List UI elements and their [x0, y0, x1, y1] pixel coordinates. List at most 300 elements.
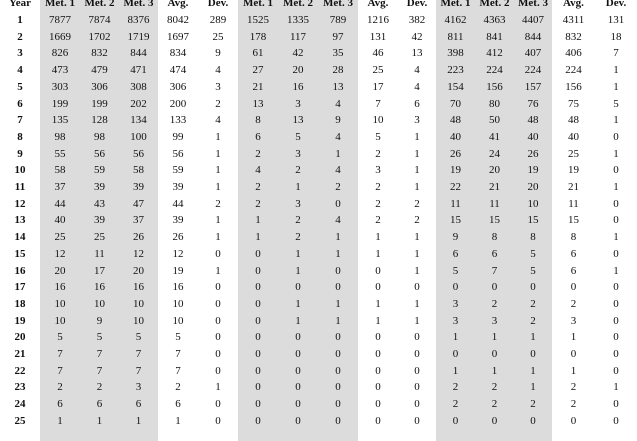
value-cell: 2	[530, 314, 536, 327]
value-cell: 5	[530, 247, 536, 260]
value-cell: 0	[613, 398, 619, 411]
value-cell: 131	[607, 14, 625, 26]
value-cell: 75	[568, 97, 579, 110]
value-cell: 0	[613, 348, 619, 361]
value-cell: 4	[255, 164, 261, 177]
value-cell: 5	[96, 331, 103, 344]
value-cell: 20	[527, 181, 539, 194]
value-cell: 3	[135, 381, 142, 394]
value-cell: 7	[135, 364, 142, 377]
value-cell: 0	[255, 348, 261, 361]
value-cell: 13	[292, 114, 304, 127]
value-cell: 25	[212, 30, 224, 43]
value-cell: 13	[411, 47, 423, 60]
value-cell: 70	[450, 97, 461, 110]
value-cell: 156	[565, 80, 582, 93]
value-cell: 0	[375, 364, 381, 377]
value-cell: 1719	[127, 30, 150, 43]
value-cell: 2	[375, 147, 381, 160]
value-cell: 59	[94, 164, 105, 177]
value-cell: 5	[375, 130, 381, 143]
value-cell: 0	[255, 414, 261, 427]
value-cell: 2	[255, 147, 261, 160]
value-cell: 3	[570, 314, 577, 327]
value-cell: 5	[57, 331, 63, 344]
year-cell: 4	[17, 64, 23, 77]
value-cell: 25	[568, 147, 579, 160]
table-row	[0, 379, 637, 396]
value-cell: 0	[255, 381, 261, 394]
value-cell: 11	[94, 247, 105, 260]
value-cell: 7	[96, 348, 103, 361]
value-cell: 2	[57, 381, 63, 394]
value-cell: 6	[135, 398, 142, 411]
value-cell: 844	[130, 47, 147, 60]
year-cell: 23	[14, 381, 26, 394]
value-cell: 43	[94, 197, 105, 210]
value-cell: 10	[54, 297, 66, 310]
value-cell: 4	[335, 130, 341, 143]
value-cell: 1	[375, 231, 381, 244]
value-cell: 0	[215, 414, 221, 427]
value-cell: 40	[568, 130, 579, 143]
year-cell: 8	[17, 130, 23, 143]
value-cell: 12	[54, 247, 66, 260]
value-cell: 2	[530, 297, 536, 310]
value-cell: 0	[255, 281, 261, 294]
value-cell: 2	[215, 197, 221, 210]
value-cell: 16	[292, 80, 304, 93]
value-cell: 0	[613, 281, 619, 294]
value-cell: 0	[491, 281, 498, 294]
value-cell: 789	[329, 14, 347, 26]
value-cell: 1	[335, 297, 341, 310]
value-cell: 2	[414, 197, 420, 210]
year-cell: 9	[17, 147, 23, 160]
value-cell: 0	[255, 297, 261, 310]
value-cell: 15	[568, 214, 579, 227]
value-cell: 39	[133, 181, 144, 194]
header-row	[0, 0, 637, 12]
value-cell: 11	[489, 197, 500, 210]
value-cell: 6	[414, 97, 420, 110]
value-cell: 8	[530, 231, 536, 244]
value-cell: 2	[414, 214, 420, 227]
year-cell: 15	[14, 247, 26, 260]
year-cell: 10	[14, 164, 26, 177]
value-cell: 0	[295, 414, 301, 427]
value-cell: 0	[295, 331, 301, 344]
value-cell: 3	[295, 197, 301, 210]
value-cell: 134	[130, 114, 147, 127]
value-cell: 6	[570, 247, 577, 260]
value-cell: 4	[335, 164, 341, 177]
value-cell: 7	[613, 47, 619, 60]
value-cell: 0	[613, 414, 619, 427]
value-cell: 0	[215, 348, 221, 361]
value-cell: 1	[57, 414, 63, 427]
value-cell: 135	[51, 114, 69, 127]
value-cell: 832	[565, 30, 582, 43]
value-cell: 8376	[127, 14, 150, 26]
value-cell: 39	[94, 214, 105, 227]
value-cell: 1	[215, 381, 221, 394]
value-cell: 131	[369, 30, 387, 43]
value-cell: 0	[613, 297, 619, 310]
value-cell: 56	[94, 147, 105, 160]
value-cell: 2	[255, 197, 261, 210]
value-cell: 1	[215, 147, 221, 160]
value-cell: 44	[172, 197, 184, 210]
value-cell: 7	[57, 364, 63, 377]
value-cell: 98	[54, 130, 66, 143]
value-cell: 4	[215, 64, 221, 77]
value-cell: 0	[335, 264, 341, 277]
value-cell: 19	[568, 164, 579, 177]
value-cell: 35	[332, 47, 344, 60]
year-cell: 22	[14, 364, 26, 377]
value-cell: 1	[613, 181, 619, 194]
value-cell: 0	[452, 281, 459, 294]
value-cell: 412	[486, 47, 503, 60]
value-cell: 9	[96, 314, 103, 327]
table-row	[0, 96, 637, 113]
value-cell: 4	[335, 97, 341, 110]
value-cell: 1	[414, 314, 420, 327]
value-cell: 0	[570, 281, 577, 294]
value-cell: 1216	[367, 14, 389, 26]
year-cell: 17	[14, 281, 26, 294]
value-cell: 2	[530, 398, 536, 411]
year-cell: 7	[17, 114, 23, 127]
value-cell: 2	[491, 381, 498, 394]
value-cell: 0	[335, 348, 341, 361]
value-cell: 42	[292, 47, 304, 60]
value-cell: 2	[295, 214, 301, 227]
value-cell: 0	[255, 247, 261, 260]
value-cell: 0	[215, 331, 221, 344]
value-cell: 55	[54, 147, 66, 160]
value-cell: 844	[524, 30, 542, 43]
value-cell: 1	[215, 181, 221, 194]
value-cell: 0	[335, 281, 341, 294]
year-cell: 2	[17, 30, 23, 43]
value-cell: 3	[414, 114, 420, 127]
column-header: Dev.	[207, 0, 229, 9]
value-cell: 0	[215, 314, 221, 327]
value-cell: 10	[94, 297, 105, 310]
value-cell: 48	[568, 114, 579, 127]
value-cell: 21	[252, 80, 264, 93]
value-cell: 1	[215, 264, 221, 277]
value-cell: 13	[252, 97, 264, 110]
value-cell: 1	[414, 297, 420, 310]
value-cell: 3	[215, 80, 221, 93]
table-row	[0, 229, 637, 246]
value-cell: 202	[130, 97, 147, 110]
value-cell: 22	[450, 181, 461, 194]
value-cell: 37	[133, 214, 144, 227]
value-cell: 0	[452, 414, 459, 427]
value-cell: 832	[91, 47, 108, 60]
value-cell: 12	[172, 247, 184, 260]
value-cell: 1	[335, 147, 341, 160]
table-row	[0, 146, 637, 163]
value-cell: 1	[335, 314, 341, 327]
table-row	[0, 313, 637, 330]
value-cell: 382	[408, 14, 426, 26]
year-cell: 12	[14, 197, 26, 210]
value-cell: 48	[527, 114, 539, 127]
value-cell: 224	[486, 64, 503, 77]
value-cell: 5	[452, 264, 459, 277]
value-cell: 0	[295, 281, 301, 294]
value-cell: 0	[613, 314, 619, 327]
value-cell: 3	[375, 164, 381, 177]
year-cell: 20	[14, 331, 26, 344]
value-cell: 3	[295, 147, 301, 160]
year-cell: 25	[14, 414, 26, 427]
value-cell: 2	[570, 398, 577, 411]
value-cell: 1	[613, 80, 619, 93]
value-cell: 2	[335, 181, 341, 194]
value-cell: 1	[613, 114, 619, 127]
value-cell: 479	[91, 64, 108, 77]
value-cell: 16	[133, 281, 144, 294]
value-cell: 6	[491, 247, 498, 260]
year-cell: 13	[14, 214, 26, 227]
column-header: Avg.	[367, 0, 389, 9]
value-cell: 0	[613, 331, 619, 344]
value-cell: 199	[51, 97, 69, 110]
value-cell: 0	[255, 331, 261, 344]
value-cell: 7874	[88, 14, 111, 26]
value-cell: 12	[133, 247, 144, 260]
value-cell: 59	[172, 164, 184, 177]
value-cell: 0	[255, 264, 261, 277]
value-cell: 1	[414, 147, 420, 160]
value-cell: 6	[96, 398, 103, 411]
value-cell: 10	[133, 297, 144, 310]
table-row	[0, 246, 637, 263]
value-cell: 1	[452, 331, 459, 344]
value-cell: 48	[450, 114, 461, 127]
value-cell: 0	[414, 331, 420, 344]
value-cell: 1	[215, 214, 221, 227]
value-cell: 1	[414, 164, 420, 177]
value-cell: 200	[169, 97, 187, 110]
value-cell: 97	[332, 30, 344, 43]
value-cell: 1	[335, 247, 341, 260]
value-cell: 841	[486, 30, 503, 43]
value-cell: 289	[209, 14, 227, 26]
value-cell: 8	[570, 231, 577, 244]
value-cell: 7	[175, 364, 181, 377]
value-cell: 471	[130, 64, 147, 77]
table-row	[0, 346, 637, 363]
value-cell: 2	[175, 381, 181, 394]
value-cell: 0	[375, 264, 381, 277]
value-cell: 1	[215, 164, 221, 177]
value-cell: 6	[570, 264, 577, 277]
value-cell: 474	[169, 64, 187, 77]
value-cell: 1	[375, 297, 381, 310]
value-cell: 0	[414, 398, 420, 411]
value-cell: 56	[133, 147, 144, 160]
value-cell: 0	[375, 331, 381, 344]
value-cell: 1	[215, 130, 221, 143]
value-cell: 2	[295, 231, 301, 244]
value-cell: 20	[489, 164, 500, 177]
value-cell: 10	[372, 114, 384, 127]
value-cell: 20	[292, 64, 304, 77]
value-cell: 0	[295, 398, 301, 411]
value-cell: 3	[452, 314, 459, 327]
value-cell: 178	[249, 30, 267, 43]
value-cell: 1525	[247, 14, 269, 26]
value-cell: 17	[372, 80, 384, 93]
value-cell: 1	[375, 247, 381, 260]
column-header: Met. 1	[440, 0, 471, 9]
value-cell: 19	[450, 164, 461, 177]
table-row	[0, 363, 637, 380]
value-cell: 2	[570, 381, 577, 394]
value-cell: 1	[530, 331, 536, 344]
value-cell: 1	[613, 264, 619, 277]
value-cell: 4	[414, 64, 420, 77]
value-cell: 15	[450, 214, 461, 227]
table-row	[0, 12, 637, 29]
year-cell: 6	[17, 97, 23, 110]
value-cell: 0	[613, 364, 619, 377]
column-header: Avg.	[563, 0, 584, 9]
value-cell: 25	[54, 231, 66, 244]
value-cell: 21	[568, 181, 579, 194]
value-cell: 0	[613, 197, 619, 210]
value-cell: 1697	[167, 30, 189, 43]
column-header: Dev.	[605, 0, 627, 9]
value-cell: 306	[169, 80, 187, 93]
value-cell: 39	[172, 214, 184, 227]
value-cell: 1	[414, 181, 420, 194]
value-cell: 7877	[49, 14, 71, 26]
column-header: Avg.	[167, 0, 189, 9]
value-cell: 1	[613, 64, 619, 77]
value-cell: 0	[215, 297, 221, 310]
column-header: Met. 2	[479, 0, 510, 9]
value-cell: 44	[54, 197, 66, 210]
value-cell: 9	[215, 47, 221, 60]
value-cell: 10	[54, 314, 66, 327]
value-cell: 7	[491, 264, 498, 277]
value-cell: 8	[491, 231, 498, 244]
column-header: Met. 3	[323, 0, 353, 9]
value-cell: 1	[414, 264, 420, 277]
value-cell: 1	[491, 364, 498, 377]
value-cell: 1	[295, 264, 301, 277]
value-cell: 0	[613, 164, 619, 177]
value-cell: 8042	[167, 14, 189, 26]
value-cell: 0	[414, 348, 420, 361]
value-cell: 37	[54, 181, 66, 194]
value-cell: 0	[414, 364, 420, 377]
table-row	[0, 263, 637, 280]
value-cell: 18	[610, 30, 622, 43]
value-cell: 2	[375, 181, 381, 194]
value-cell: 47	[133, 197, 144, 210]
value-cell: 0	[375, 414, 381, 427]
value-cell: 1	[613, 381, 619, 394]
year-cell: 11	[14, 181, 26, 194]
value-cell: 16	[54, 281, 66, 294]
year-cell: 5	[17, 80, 23, 93]
value-cell: 826	[51, 47, 69, 60]
value-cell: 9	[452, 231, 459, 244]
value-cell: 25	[94, 231, 105, 244]
value-cell: 5	[295, 130, 301, 143]
column-header: Dev.	[406, 0, 428, 9]
value-cell: 10	[527, 197, 539, 210]
value-cell: 2	[570, 297, 577, 310]
value-cell: 223	[447, 64, 464, 77]
value-cell: 4162	[444, 14, 467, 26]
value-cell: 1	[135, 414, 142, 427]
value-cell: 41	[489, 130, 500, 143]
value-cell: 7	[57, 348, 63, 361]
value-cell: 40	[450, 130, 461, 143]
value-cell: 5	[175, 331, 181, 344]
value-cell: 50	[489, 114, 500, 127]
value-cell: 58	[54, 164, 66, 177]
value-cell: 154	[447, 80, 464, 93]
value-cell: 0	[335, 398, 341, 411]
value-cell: 0	[613, 247, 619, 260]
value-cell: 1702	[88, 30, 111, 43]
year-cell: 21	[14, 348, 26, 361]
table-row	[0, 79, 637, 96]
year-cell: 1	[17, 14, 23, 26]
value-cell: 4	[215, 114, 221, 127]
value-cell: 7	[375, 97, 381, 110]
column-header: Met. 3	[518, 0, 548, 9]
table-row	[0, 413, 637, 430]
value-cell: 0	[335, 414, 341, 427]
value-cell: 6	[57, 398, 63, 411]
value-cell: 42	[411, 30, 423, 43]
value-cell: 16	[94, 281, 105, 294]
value-cell: 0	[414, 281, 420, 294]
value-cell: 156	[486, 80, 503, 93]
value-cell: 98	[94, 130, 105, 143]
value-cell: 4	[335, 214, 341, 227]
value-cell: 5	[613, 97, 619, 110]
table-row	[0, 62, 637, 79]
value-cell: 15	[527, 214, 539, 227]
value-cell: 0	[570, 414, 577, 427]
column-header: Met. 3	[123, 0, 154, 9]
value-cell: 19	[527, 164, 539, 177]
value-cell: 76	[527, 97, 539, 110]
value-cell: 10	[172, 297, 184, 310]
value-cell: 20	[133, 264, 144, 277]
value-cell: 1	[452, 364, 459, 377]
year-cell: 14	[14, 231, 26, 244]
table-row	[0, 45, 637, 62]
value-cell: 25	[372, 64, 384, 77]
value-cell: 1	[375, 314, 381, 327]
value-cell: 0	[335, 197, 341, 210]
table-row	[0, 329, 637, 346]
